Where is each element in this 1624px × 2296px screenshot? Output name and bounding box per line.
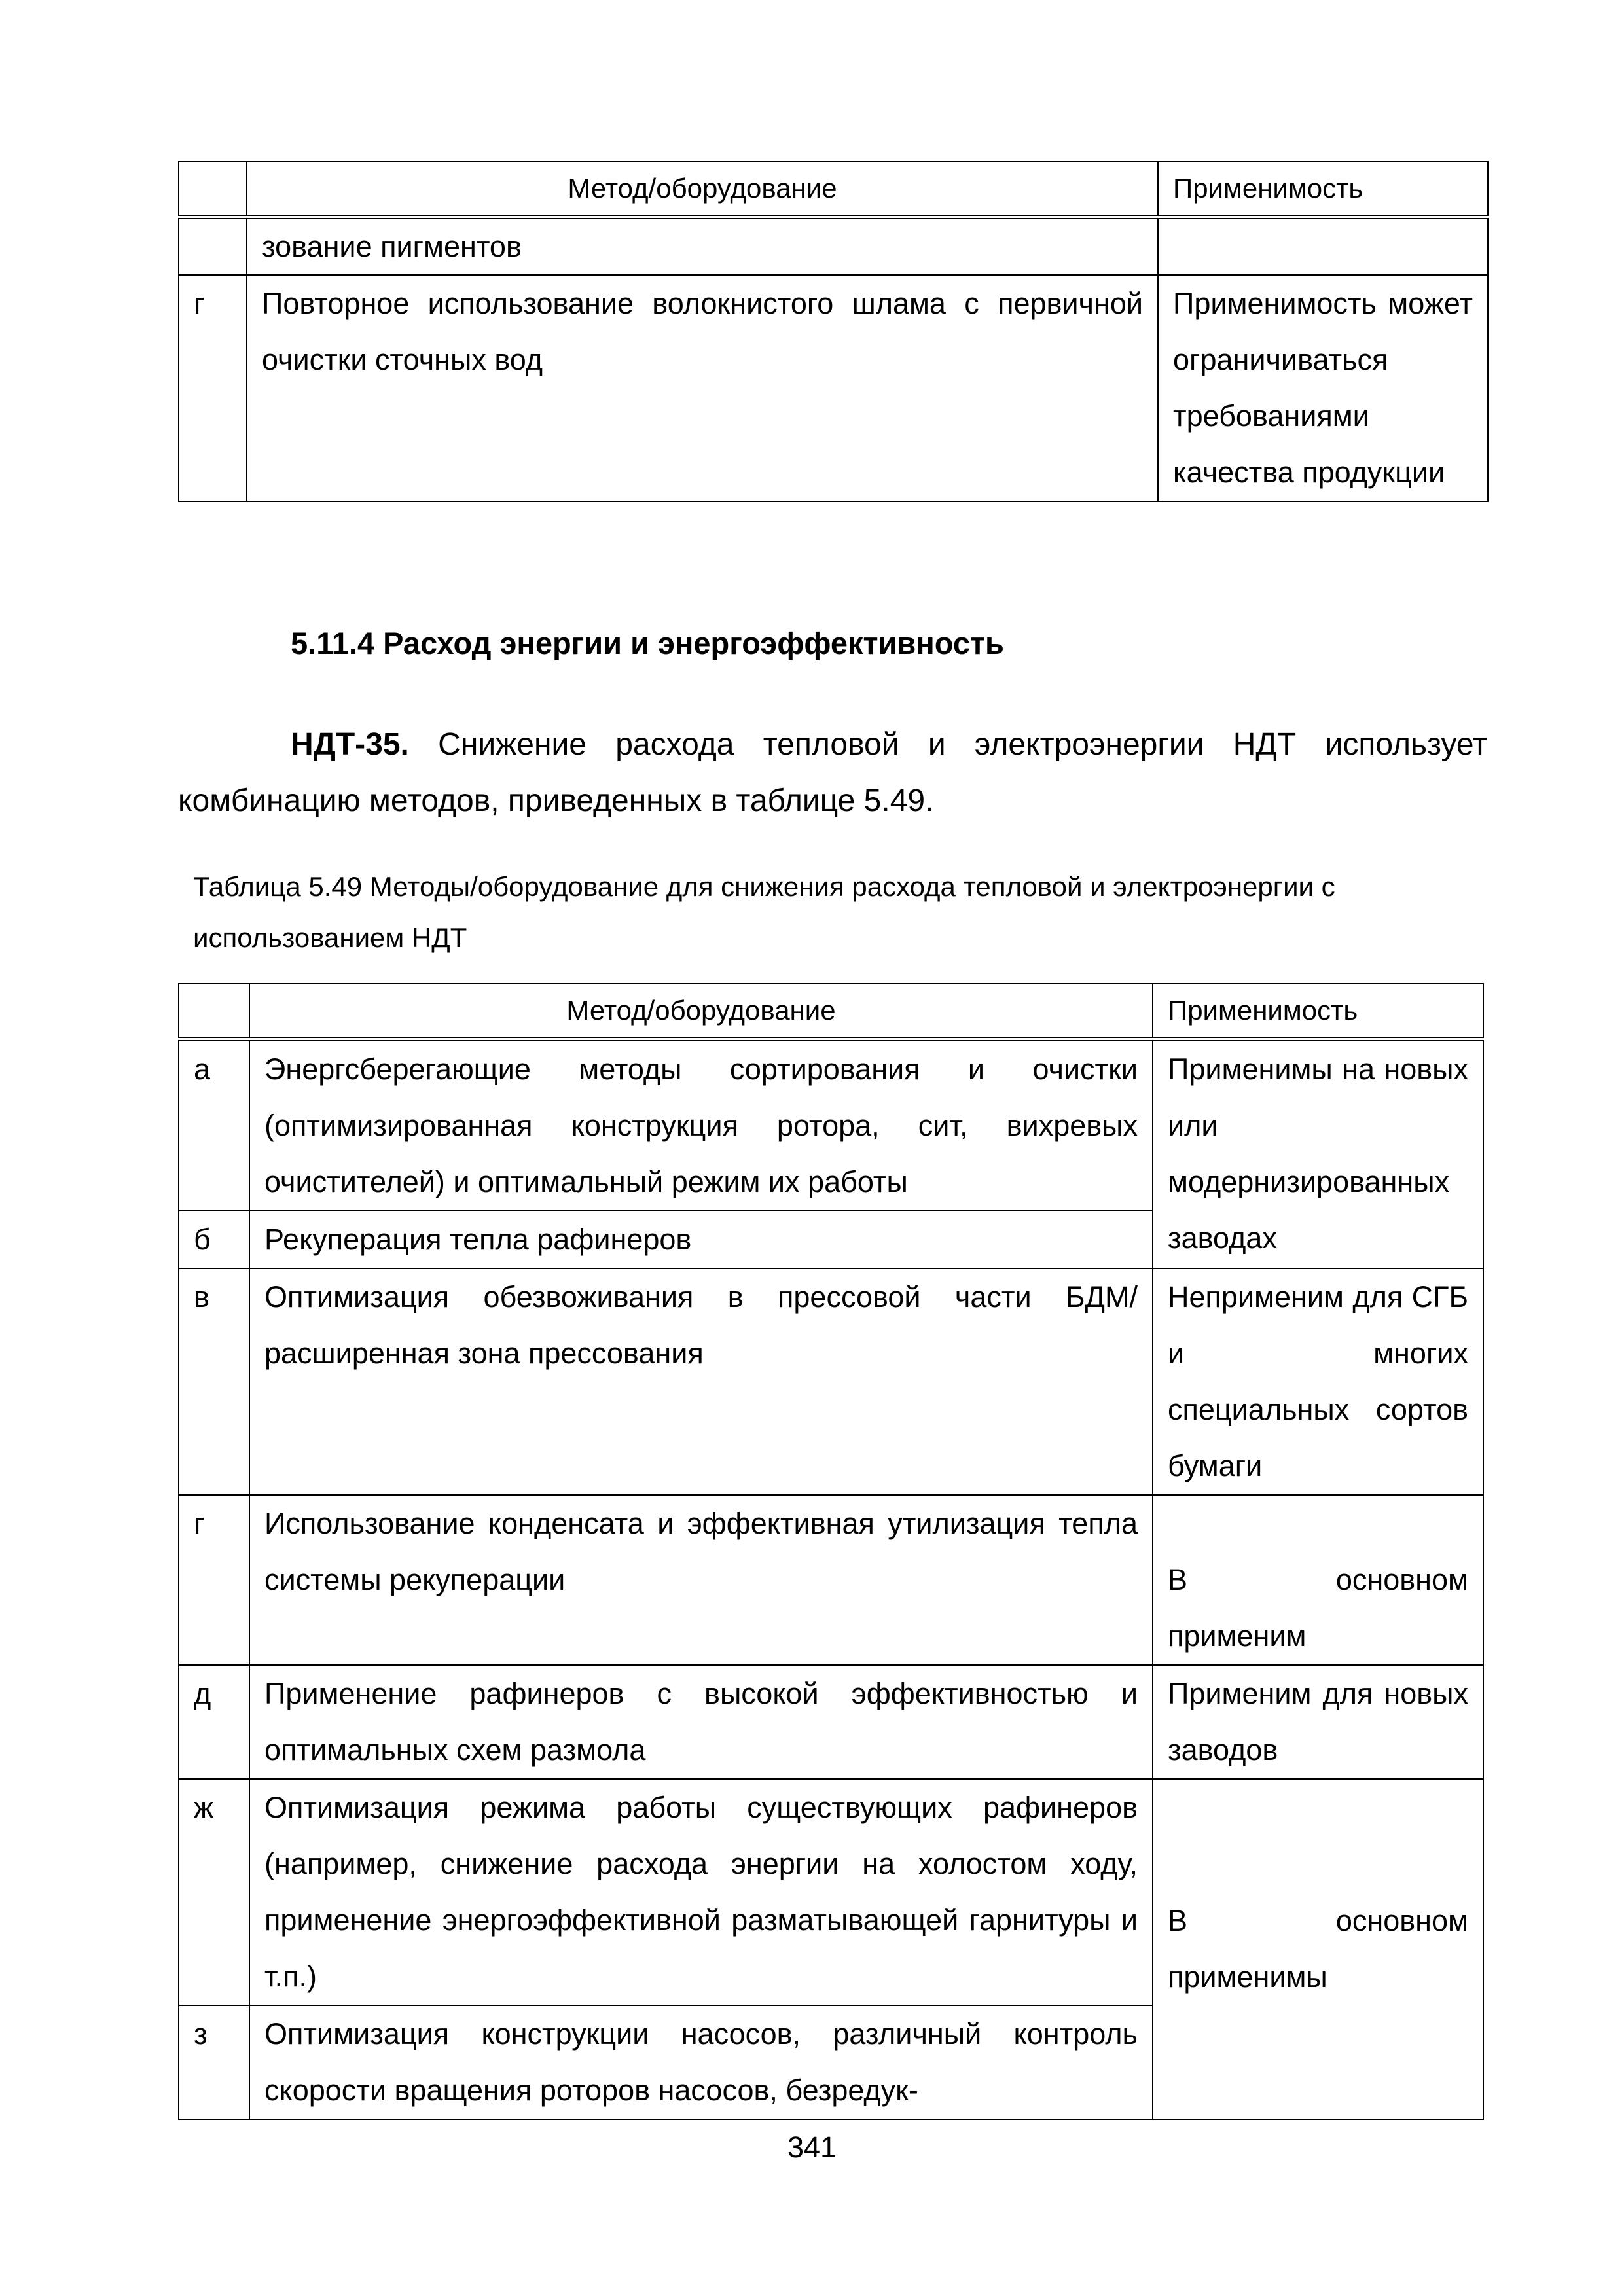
row-applicability — [1158, 217, 1488, 276]
paragraph-lead: НДТ-35. — [291, 727, 409, 762]
row-method: Оптимизация конструкции насосов, различный контроль скорости вращения роторов насосов, безредук- — [249, 2005, 1153, 2119]
header-method: Метод/оборудование — [249, 984, 1153, 1039]
table-row — [179, 217, 1488, 276]
table-row — [179, 1268, 1483, 1495]
row-method: Оптимизация обезвоживания в прессовой части БДМ/расширенная зона прессования — [249, 1268, 1153, 1495]
row-method: Рекуперация тепла рафинеров — [249, 1211, 1153, 1268]
header-letter-cell — [179, 162, 247, 217]
methods-table — [178, 983, 1484, 2120]
row-method: зование пигментов — [247, 217, 1158, 276]
table-caption: Таблица 5.49 Методы/оборудование для снижения расхода тепловой и электроэнергии с использованием НДТ — [193, 871, 1335, 953]
row-letter — [179, 217, 247, 276]
row-letter: в — [179, 1268, 249, 1495]
header-applicability: Применимость — [1153, 984, 1483, 1039]
header-method: Метод/оборудование — [247, 162, 1158, 217]
paragraph-text: Снижение расхода тепловой и электроэнергии НДТ использует комбинацию методов, приведенных в таблице 5.49. — [178, 727, 1487, 818]
header-letter-cell — [179, 984, 249, 1039]
row-applicability: Неприменим для СГБ и многих специальных сортов бумаги — [1153, 1268, 1483, 1495]
table-row — [179, 1039, 1483, 1211]
row-method: Повторное использование волокнистого шлама с первичной очистки сточных вод — [247, 275, 1158, 501]
table-row — [179, 1779, 1483, 2005]
row-method: Энергсберегающие методы сортирования и очистки (оптимизированная конструкция ротора, сит, вихревых очистителей) и оптимальный режим их работы — [249, 1039, 1153, 1211]
continued-table — [178, 161, 1489, 502]
row-method: Применение рафинеров с высокой эффективностью и оптимальных схем размола — [249, 1665, 1153, 1779]
table-row — [179, 1495, 1483, 1665]
row-method: Использование конденсата и эффективная утилизация тепла системы рекуперации — [249, 1495, 1153, 1665]
row-letter: з — [179, 2005, 249, 2119]
table-header-row — [179, 984, 1483, 1039]
row-applicability: В основном применимы — [1153, 1779, 1483, 2119]
row-letter: ж — [179, 1779, 249, 2005]
header-applicability: Применимость — [1158, 162, 1488, 217]
table-row — [179, 275, 1488, 501]
row-letter: б — [179, 1211, 249, 1268]
row-applicability: Применимы на новых или модернизированных заводах — [1153, 1039, 1483, 1269]
page-number: 341 — [787, 2130, 837, 2164]
row-letter: а — [179, 1039, 249, 1211]
row-letter: г — [179, 1495, 249, 1665]
row-letter: д — [179, 1665, 249, 1779]
table-header-row — [179, 162, 1488, 217]
row-applicability: Применим для новых заводов — [1153, 1665, 1483, 1779]
row-applicability: Применимость может ограничиваться требованиями качества продукции — [1158, 275, 1488, 501]
row-applicability: В основном применим — [1153, 1495, 1483, 1665]
section-heading: 5.11.4 Расход энергии и энергоэффективность — [291, 626, 1004, 660]
body-paragraph — [178, 717, 1487, 829]
table-row — [179, 1665, 1483, 1779]
row-letter: г — [179, 275, 247, 501]
row-method: Оптимизация режима работы существующих рафинеров (например, снижение расхода энергии на холостом ходу, применение энергоэффективной разматывающей гарнитуры и т.п.) — [249, 1779, 1153, 2005]
